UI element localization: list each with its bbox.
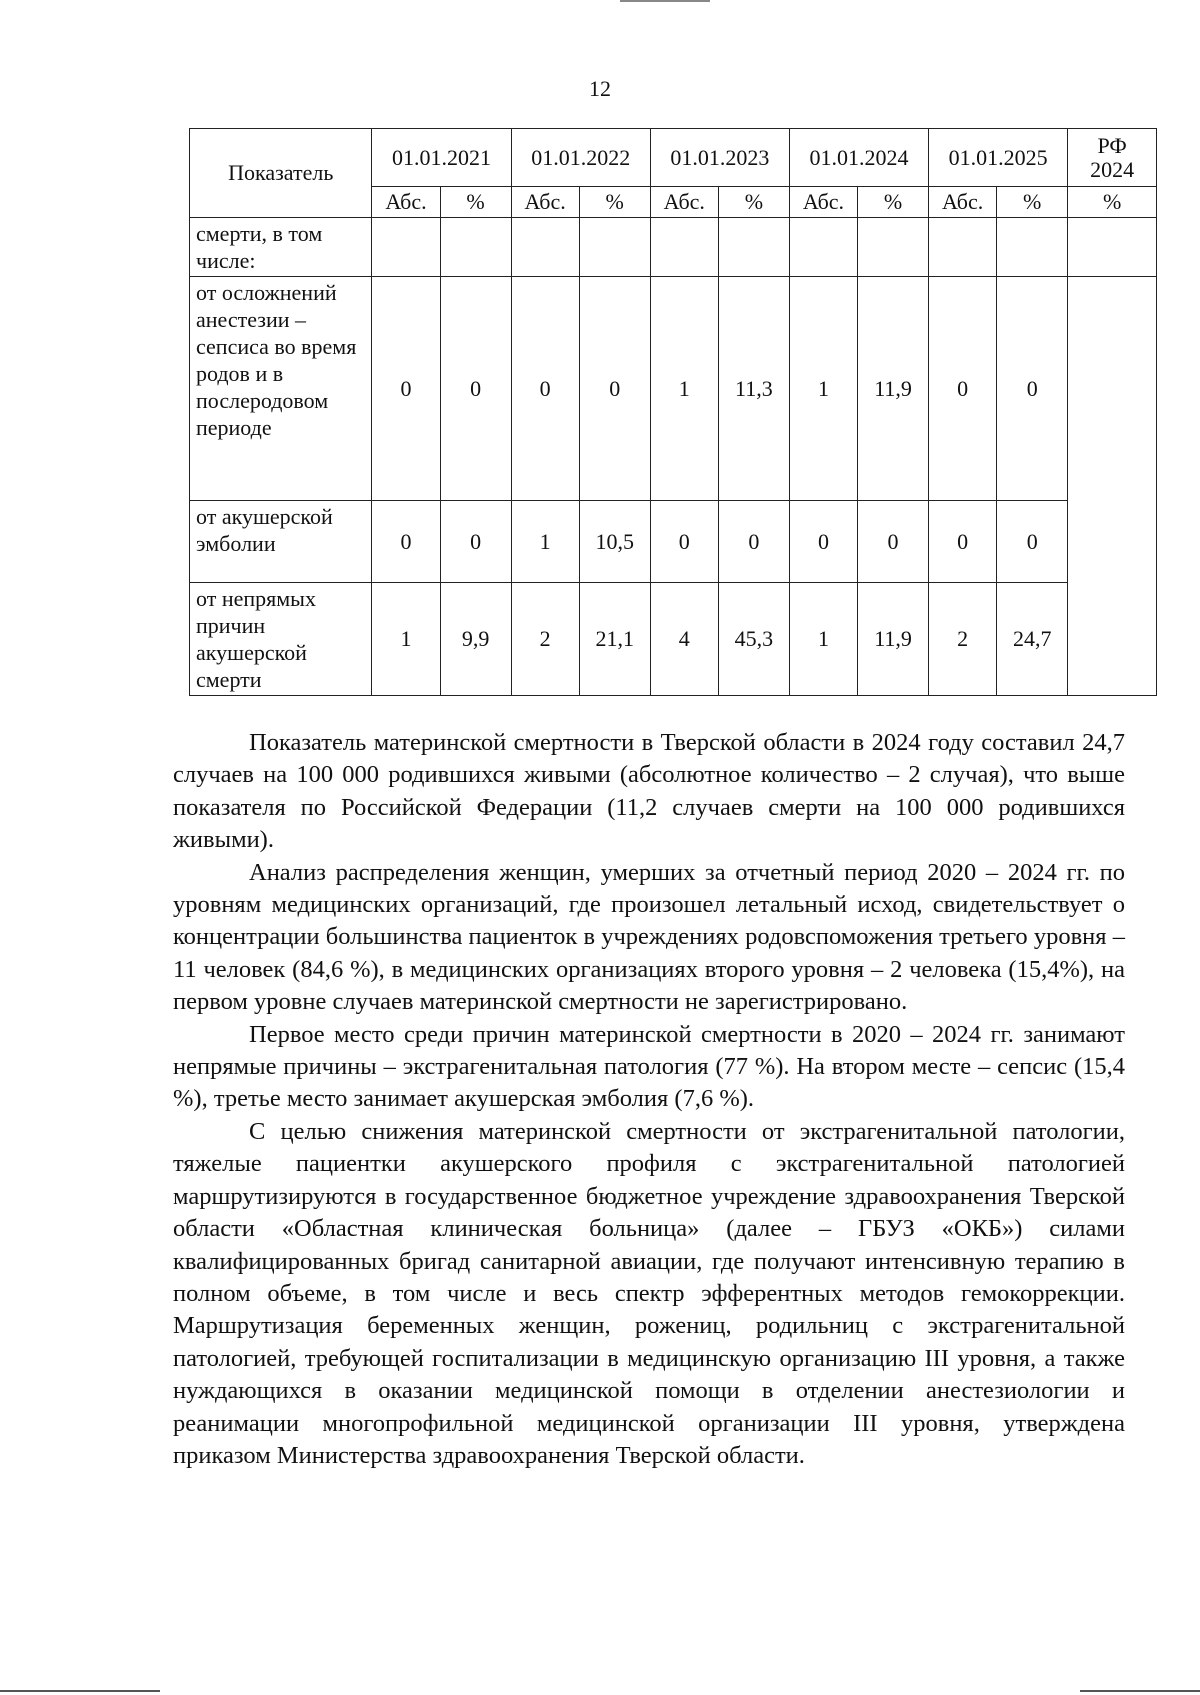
indicator-cell: от непрямых причин акушерской смерти (190, 583, 372, 696)
abs-value-cell: 1 (789, 583, 857, 696)
pct-subheader: % (857, 187, 928, 218)
abs-value-cell: 1 (789, 277, 857, 501)
paragraph: Первое место среди причин материнской смертности в 2020 – 2024 гг. занимают непрямые причины – экстрагенитальная патология (77 %). На втором месте – сепсис (15,4 %), третье место занимает акушерская эмболия (7,6 %). (173, 1020, 1125, 1113)
pct-value-cell: 45,3 (718, 583, 789, 696)
pct-value-cell: 24,7 (997, 583, 1068, 696)
pct-value-cell: 0 (857, 501, 928, 583)
table-row (190, 583, 1157, 696)
year-header: 01.01.2025 (929, 129, 1068, 187)
year-header: 01.01.2023 (650, 129, 789, 187)
abs-value-cell (789, 218, 857, 277)
abs-value-cell: 0 (511, 277, 579, 501)
pct-value-cell: 10,5 (579, 501, 650, 583)
indicator-header: Показатель (190, 129, 372, 218)
pct-value-cell: 11,9 (857, 277, 928, 501)
rf-value-cell (1068, 277, 1157, 696)
abs-value-cell: 0 (372, 501, 440, 583)
pct-subheader: % (997, 187, 1068, 218)
table-header-row (190, 129, 1157, 187)
abs-value-cell (372, 218, 440, 277)
table-row (190, 501, 1157, 583)
pct-value-cell (857, 218, 928, 277)
abs-value-cell: 0 (929, 277, 997, 501)
abs-subheader: Абс. (929, 187, 997, 218)
pct-value-cell: 11,3 (718, 277, 789, 501)
abs-value-cell: 0 (650, 501, 718, 583)
pct-value-cell: 11,9 (857, 583, 928, 696)
year-header: 01.01.2022 (511, 129, 650, 187)
pct-value-cell: 0 (440, 501, 511, 583)
table-row (190, 218, 1157, 277)
scan-edge-mark (0, 1690, 160, 1692)
rf-pct-subheader: % (1068, 187, 1157, 218)
abs-subheader: Абс. (511, 187, 579, 218)
pct-value-cell (579, 218, 650, 277)
abs-subheader: Абс. (789, 187, 857, 218)
scan-edge-mark (620, 0, 710, 2)
indicator-cell: от акушерской эмболии (190, 501, 372, 583)
scan-edge-mark (1080, 1690, 1200, 1692)
pct-value-cell: 0 (579, 277, 650, 501)
year-header: 01.01.2024 (789, 129, 928, 187)
abs-value-cell: 0 (372, 277, 440, 501)
body-text (173, 727, 1125, 1472)
paragraph: С целью снижения материнской смертности от экстрагенитальной патологии, тяжелые пациентки акушерского профиля с экстрагенитальной патологией маршрутизируются в государственное бюджетное учреждение здравоохранения Тверской области «Областная клиническая больница» (далее – ГБУЗ «ОКБ») силами квалифицированных бригад санитарной авиации, где получают интенсивную терапию в полном объеме, в том числе и весь спектр эфферентных методов гемокоррекции. Маршрутизация беременных женщин, рожениц, родильниц с экстрагенитальной патологией, требующей госпитализации в медицинскую организацию III уровня, а также нуждающихся в оказании медицинской помощи в отделении анестезиологии и реанимации многопрофильной медицинской организации III уровня, утверждена приказом Министерства здравоохранения Тверской области. (173, 1117, 1125, 1469)
pct-value-cell: 0 (718, 501, 789, 583)
abs-subheader: Абс. (650, 187, 718, 218)
pct-subheader: % (718, 187, 789, 218)
abs-value-cell: 1 (650, 277, 718, 501)
table-row (190, 277, 1157, 501)
rf-header: РФ 2024 (1068, 129, 1157, 187)
rf-value-cell (1068, 218, 1157, 277)
paragraph: Анализ распределения женщин, умерших за отчетный период 2020 – 2024 гг. по уровням медицинских организаций, где произошел летальный исход, свидетельствует о концентрации большинства пациенток в учреждениях родовспоможения третьего уровня – 11 человек (84,6 %), в медицинских организациях второго уровня – 2 человека (15,4%), на первом уровне случаев материнской смертности не зарегистрировано. (173, 858, 1125, 1016)
pct-subheader: % (440, 187, 511, 218)
year-header: 01.01.2021 (372, 129, 511, 187)
pct-value-cell: 0 (997, 501, 1068, 583)
abs-subheader: Абс. (372, 187, 440, 218)
abs-value-cell (511, 218, 579, 277)
pct-subheader: % (579, 187, 650, 218)
abs-value-cell: 0 (929, 501, 997, 583)
indicator-cell: смерти, в том числе: (190, 218, 372, 277)
pct-value-cell: 0 (440, 277, 511, 501)
abs-value-cell (650, 218, 718, 277)
indicator-cell: от осложнений анестезии – сепсиса во время родов и в послеродовом периоде (190, 277, 372, 501)
abs-value-cell: 2 (929, 583, 997, 696)
paragraph: Показатель материнской смертности в Тверской области в 2024 году составил 24,7 случаев на 100 000 родившихся живыми (абсолютное количество – 2 случая), что выше показателя по Российской Федерации (11,2 случаев смерти на 100 000 родившихся живыми). (173, 729, 1125, 854)
pct-value-cell (718, 218, 789, 277)
pct-value-cell (440, 218, 511, 277)
page-number: 12 (589, 76, 611, 101)
pct-value-cell: 21,1 (579, 583, 650, 696)
abs-value-cell: 0 (789, 501, 857, 583)
pct-value-cell: 9,9 (440, 583, 511, 696)
abs-value-cell: 2 (511, 583, 579, 696)
pct-value-cell (997, 218, 1068, 277)
abs-value-cell (929, 218, 997, 277)
pct-value-cell: 0 (997, 277, 1068, 501)
abs-value-cell: 1 (511, 501, 579, 583)
abs-value-cell: 1 (372, 583, 440, 696)
maternal-mortality-table (189, 128, 1157, 696)
abs-value-cell: 4 (650, 583, 718, 696)
